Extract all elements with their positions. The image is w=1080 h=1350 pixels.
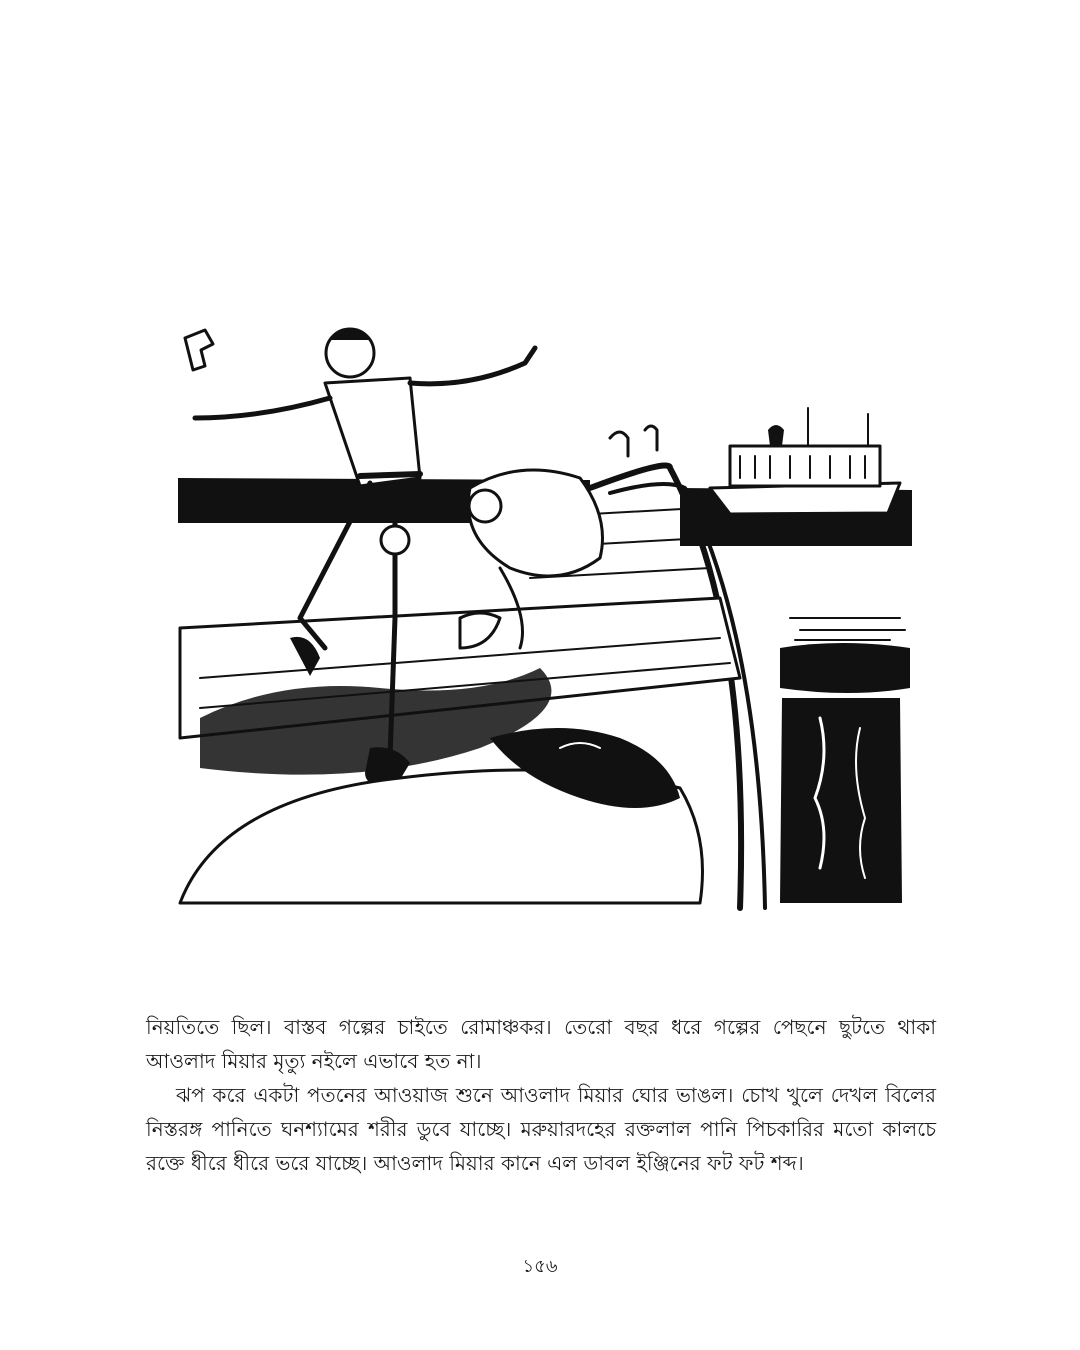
paragraph-1: নিয়তিতে ছিল। বাস্তব গল্পের চাইতে রোমাঞ্চকর। তেরো বছর ধরে গল্পের পেছনে ছুটতে থাকা আওলাদ মিয়ার মৃত্যু নইলে এভাবে হত না।: [146, 1015, 936, 1073]
boat-scene-illustration: [140, 318, 912, 918]
dark-reflection: [780, 618, 910, 903]
distant-figures: [610, 426, 657, 456]
page-number: ১৫৬: [522, 1256, 558, 1277]
flying-pistol-icon: [185, 330, 213, 370]
background-figure-head: [381, 526, 409, 554]
body-text: [146, 1010, 936, 1180]
paragraph-2: ঝপ করে একটা পতনের আওয়াজ শুনে আওলাদ মিয়ার ঘোর ভাঙল। চোখ খুলে দেখল বিলের নিস্তরঙ্গ পানিতে ঘনশ্যামের শরীর ডুবে যাচ্ছে। মরুয়ারদহের রক্তলাল পানি পিচকারির মতো কালচে রক্তে ধীরে ধীরে ভরে যাচ্ছে। আওলাদ মিয়ার কানে এল ডাবল ইঞ্জিনের ফট ফট শব্দ।: [146, 1083, 936, 1175]
steamer-boat: [710, 408, 900, 514]
